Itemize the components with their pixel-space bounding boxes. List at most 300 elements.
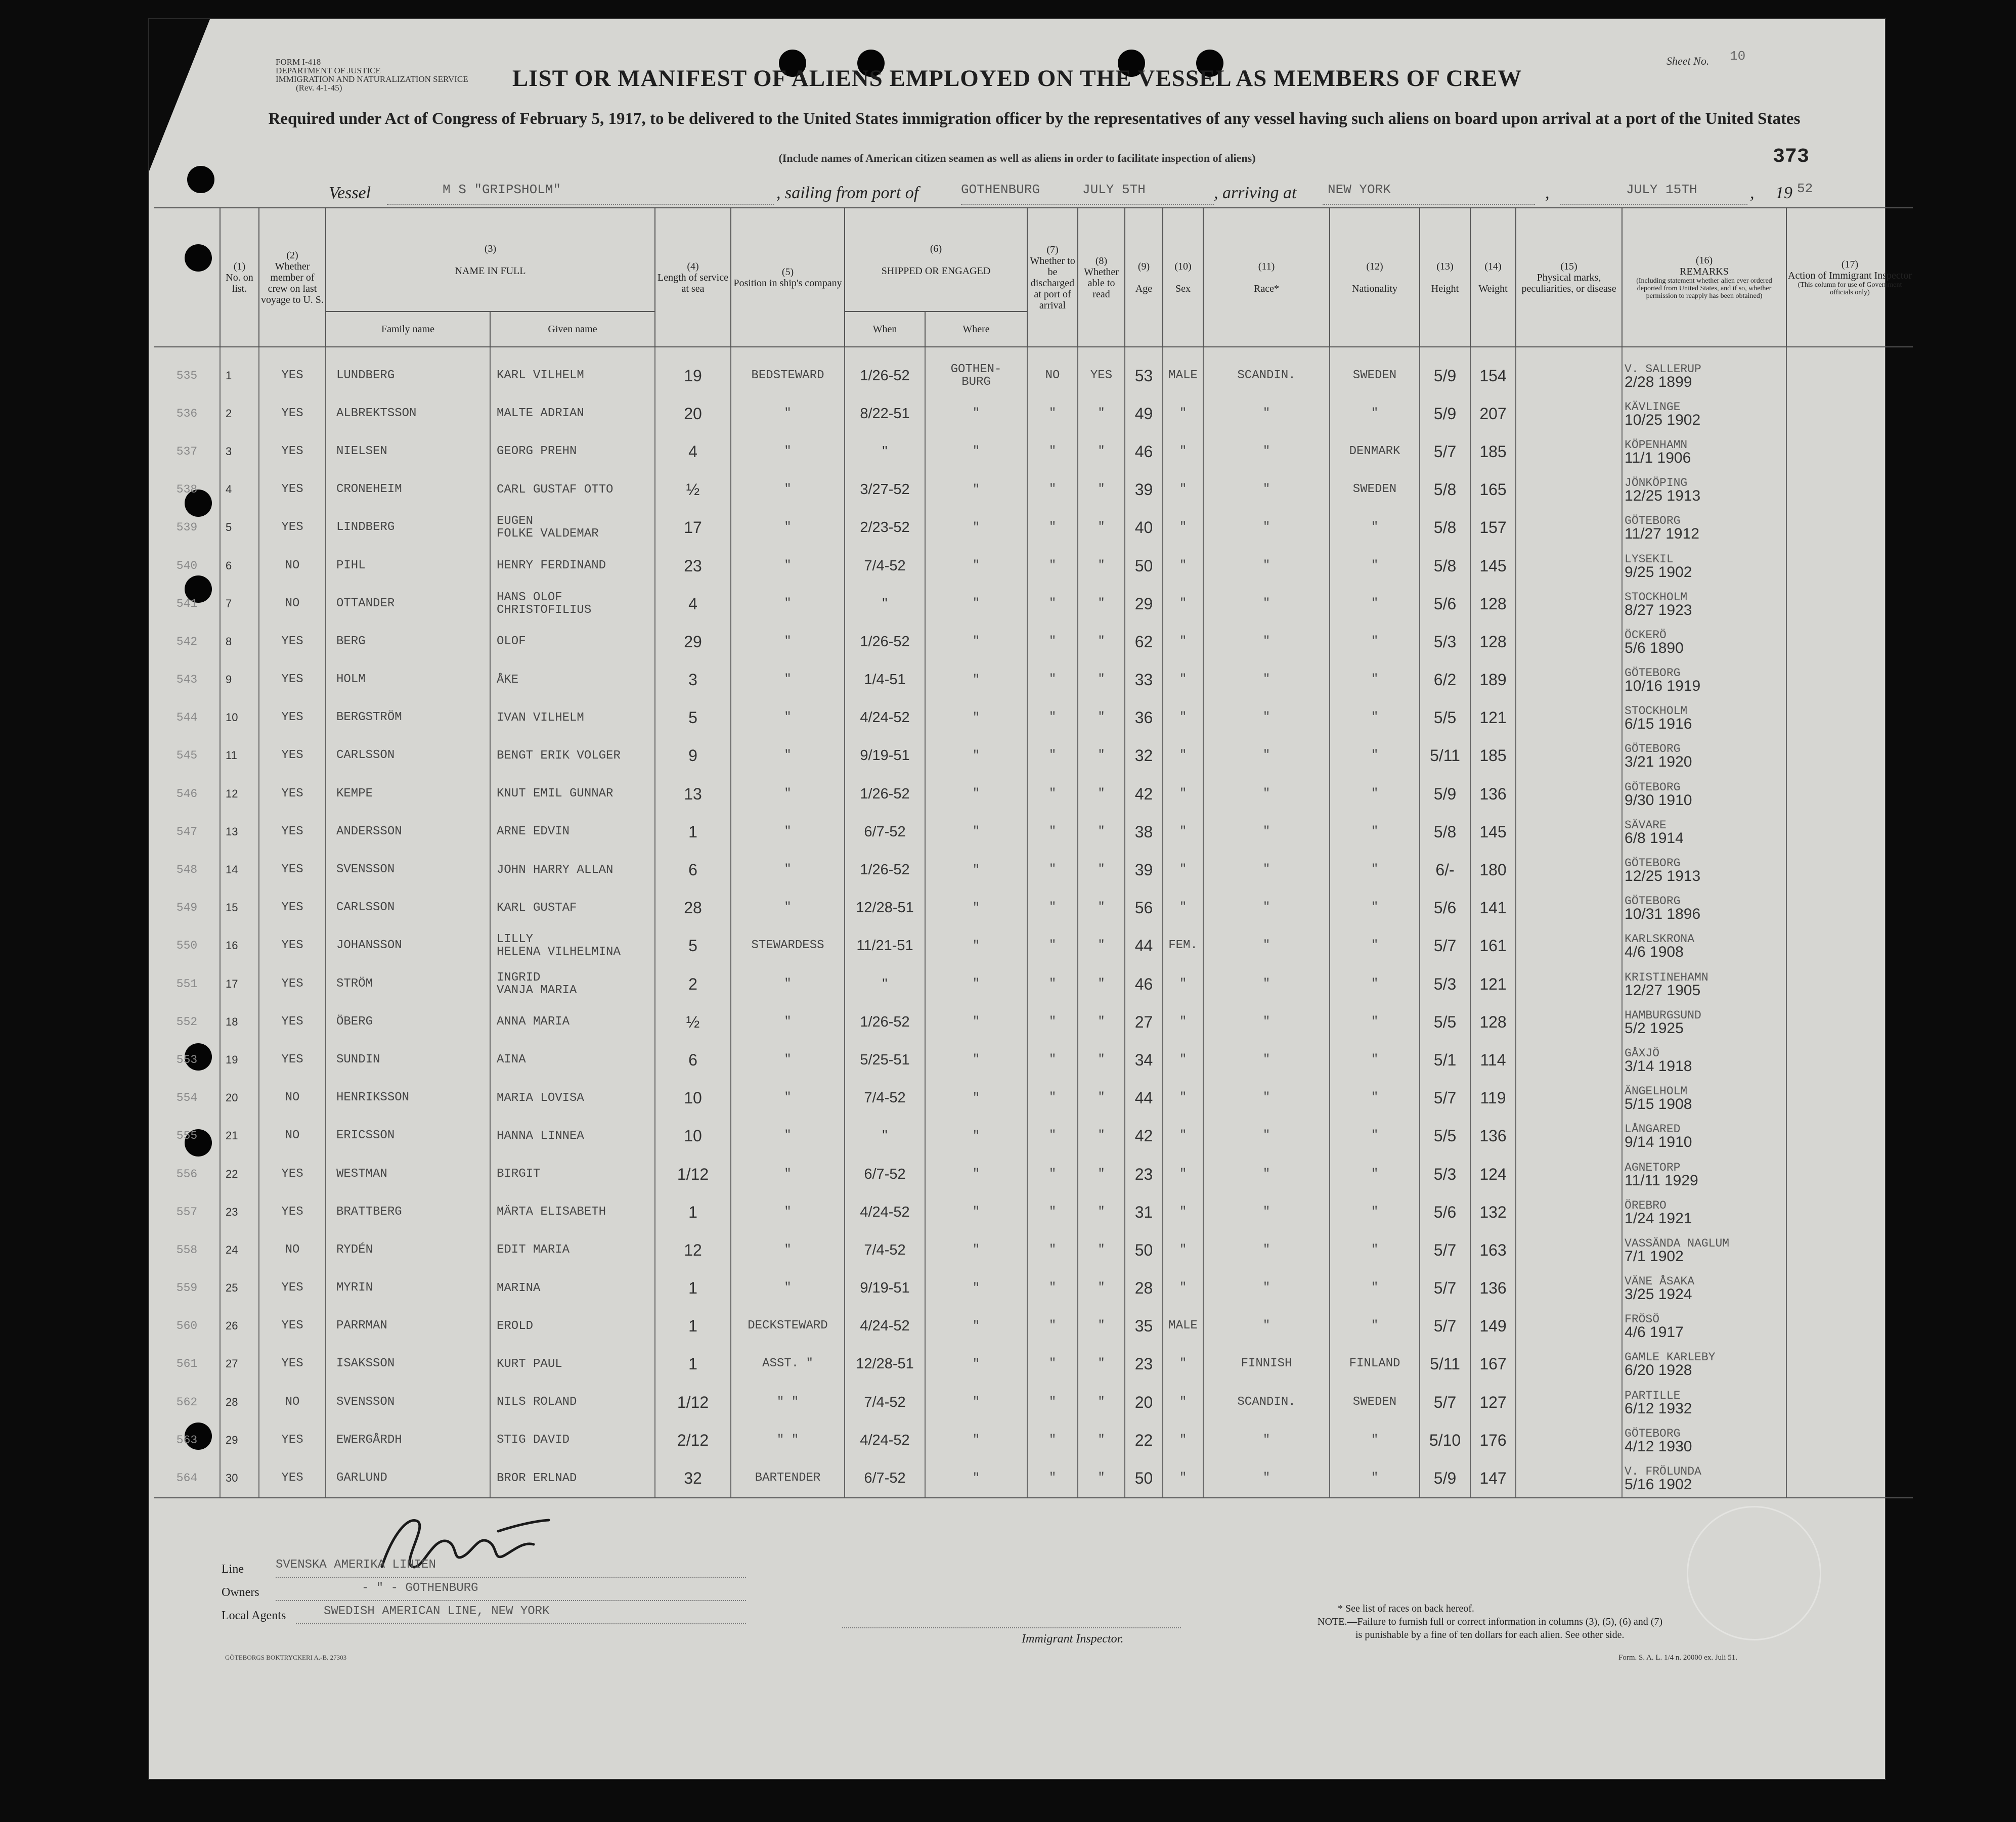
- form-revision: (Rev. 4-1-45): [296, 83, 342, 93]
- given-name: AINA: [490, 1041, 655, 1079]
- age: 53: [1125, 357, 1163, 394]
- inspector-action: [1786, 1269, 1913, 1307]
- weight: 141: [1470, 889, 1516, 927]
- line-value: SVENSKA AMERIKA LINIEN: [276, 1558, 436, 1572]
- col-family-name-header: Family name: [326, 312, 490, 347]
- row-sequence-number: 557: [154, 1193, 220, 1231]
- family-name: JOHANSSON: [326, 927, 490, 965]
- sex: ": [1163, 1421, 1203, 1459]
- height: 5/5: [1420, 699, 1470, 737]
- family-name: RYDÉN: [326, 1231, 490, 1269]
- table-row: [154, 1231, 1913, 1269]
- row-sequence-number: 552: [154, 1003, 220, 1041]
- sex: ": [1163, 661, 1203, 699]
- row-sequence-number: 543: [154, 661, 220, 699]
- shipped-when: 4/24-52: [845, 1193, 925, 1231]
- sex: ": [1163, 394, 1203, 432]
- weight: 185: [1470, 737, 1516, 775]
- nationality: FINLAND: [1330, 1345, 1420, 1383]
- arriving-rule: [1323, 204, 1535, 205]
- shipped-where: ": [925, 1231, 1027, 1269]
- nationality: ": [1330, 737, 1420, 775]
- given-name: BENGT ERIK VOLGER: [490, 737, 655, 775]
- sex: ": [1163, 471, 1203, 509]
- position: ": [731, 661, 845, 699]
- able-to-read: ": [1078, 547, 1125, 585]
- weight: 149: [1470, 1307, 1516, 1345]
- physical-marks: [1516, 623, 1622, 660]
- remarks-birthplace: [1622, 965, 1786, 1003]
- given-name: HANS OLOF CHRISTOFILIUS: [490, 585, 655, 623]
- sex: ": [1163, 1003, 1203, 1041]
- nationality: SWEDEN: [1330, 357, 1420, 394]
- position: ": [731, 851, 845, 888]
- sex: ": [1163, 1117, 1203, 1155]
- physical-marks: [1516, 1193, 1622, 1231]
- inspector-action: [1786, 1117, 1913, 1155]
- birthplace: VÄNE ÅSAKA: [1625, 1275, 1695, 1288]
- sex: ": [1163, 432, 1203, 470]
- position: ": [731, 623, 845, 660]
- race: ": [1203, 927, 1330, 965]
- col-inspector-header: (17) Action of Immigrant Inspector (This column for use of Government officials only): [1786, 208, 1913, 347]
- weight: 121: [1470, 965, 1516, 1003]
- position: ": [731, 1155, 845, 1193]
- note-text-continued: is punishable by a fine of ten dollars for each alien. See other side.: [1355, 1629, 1625, 1640]
- remarks-birthplace: [1622, 623, 1786, 660]
- local-agents-label: Local Agents: [222, 1609, 286, 1622]
- shipped-where: ": [925, 623, 1027, 660]
- family-name: WESTMAN: [326, 1155, 490, 1193]
- list-number: 22: [220, 1155, 259, 1193]
- age: 29: [1125, 585, 1163, 623]
- age: 35: [1125, 1307, 1163, 1345]
- row-sequence-number: 550: [154, 927, 220, 965]
- table-row: [154, 661, 1913, 699]
- shipped-when: 1/26-52: [845, 357, 925, 394]
- owners-label: Owners: [222, 1586, 259, 1599]
- list-number: 24: [220, 1231, 259, 1269]
- position: ": [731, 585, 845, 623]
- list-number: 14: [220, 851, 259, 888]
- row-sequence-number: 542: [154, 623, 220, 660]
- birthplace: GAMLE KARLEBY: [1625, 1351, 1716, 1364]
- race: ": [1203, 699, 1330, 737]
- inspector-action: [1786, 813, 1913, 851]
- table-row: [154, 509, 1913, 547]
- list-number: 28: [220, 1383, 259, 1421]
- weight: 119: [1470, 1079, 1516, 1117]
- family-name: ANDERSSON: [326, 813, 490, 851]
- birthdate: 7/1 1902: [1625, 1248, 1684, 1265]
- nationality: SWEDEN: [1330, 1383, 1420, 1421]
- last-voyage: NO: [259, 585, 326, 623]
- height: 5/5: [1420, 1003, 1470, 1041]
- given-name: GEORG PREHN: [490, 432, 655, 470]
- shipped-where: ": [925, 965, 1027, 1003]
- shipped-where: ": [925, 1003, 1027, 1041]
- service-length: 10: [655, 1079, 731, 1117]
- list-number: 12: [220, 775, 259, 813]
- col-when-header: When: [845, 312, 925, 347]
- family-name: STRÖM: [326, 965, 490, 1003]
- birthdate: 3/25 1924: [1625, 1286, 1692, 1303]
- birthdate: 4/6 1908: [1625, 944, 1684, 961]
- physical-marks: [1516, 927, 1622, 965]
- weight: 127: [1470, 1383, 1516, 1421]
- row-sequence-number: 546: [154, 775, 220, 813]
- row-sequence-number: 562: [154, 1383, 220, 1421]
- age: 42: [1125, 775, 1163, 813]
- line-label: Line: [222, 1563, 244, 1576]
- table-row: [154, 1383, 1913, 1421]
- sex: ": [1163, 1383, 1203, 1421]
- inspector-action: [1786, 1231, 1913, 1269]
- weight: 128: [1470, 1003, 1516, 1041]
- last-voyage: YES: [259, 1307, 326, 1345]
- position: BEDSTEWARD: [731, 357, 845, 394]
- birthplace: LYSEKIL: [1625, 552, 1674, 566]
- height: 5/10: [1420, 1421, 1470, 1459]
- arrival-date-rule: [1560, 204, 1747, 205]
- list-number: 5: [220, 509, 259, 547]
- able-to-read: ": [1078, 585, 1125, 623]
- remarks-birthplace: [1622, 889, 1786, 927]
- remarks-birthplace: [1622, 1383, 1786, 1421]
- last-voyage: YES: [259, 357, 326, 394]
- position: ": [731, 471, 845, 509]
- table-row: [154, 547, 1913, 585]
- given-name: IVAN VILHELM: [490, 699, 655, 737]
- position: STEWARDESS: [731, 927, 845, 965]
- position: ": [731, 813, 845, 851]
- shipped-when: 9/19-51: [845, 737, 925, 775]
- weight: 185: [1470, 432, 1516, 470]
- able-to-read: ": [1078, 623, 1125, 660]
- height: 5/7: [1420, 432, 1470, 470]
- last-voyage: NO: [259, 547, 326, 585]
- last-voyage: YES: [259, 1193, 326, 1231]
- shipped-where: ": [925, 813, 1027, 851]
- nationality: ": [1330, 775, 1420, 813]
- form-id: FORM I-418: [276, 57, 321, 67]
- height: 5/7: [1420, 1383, 1470, 1421]
- family-name: SVENSSON: [326, 851, 490, 888]
- sex: ": [1163, 1193, 1203, 1231]
- service-length: 2: [655, 965, 731, 1003]
- able-to-read: ": [1078, 889, 1125, 927]
- crew-manifest-table: [154, 207, 1913, 1498]
- discharged: ": [1027, 1459, 1078, 1497]
- shipped-when: 1/26-52: [845, 775, 925, 813]
- service-length: 13: [655, 775, 731, 813]
- table-row: [154, 1079, 1913, 1117]
- birthdate: 6/15 1916: [1625, 716, 1692, 733]
- family-name: GARLUND: [326, 1459, 490, 1497]
- inspector-action: [1786, 1459, 1913, 1497]
- table-row: [154, 623, 1913, 660]
- age: 56: [1125, 889, 1163, 927]
- last-voyage: YES: [259, 1459, 326, 1497]
- row-sequence-number: 539: [154, 509, 220, 547]
- table-row: [154, 394, 1913, 432]
- shipped-when: 1/26-52: [845, 623, 925, 660]
- shipped-when: 6/7-52: [845, 1155, 925, 1193]
- discharged: ": [1027, 1421, 1078, 1459]
- shipped-when: 12/28-51: [845, 889, 925, 927]
- physical-marks: [1516, 471, 1622, 509]
- race: ": [1203, 813, 1330, 851]
- race: ": [1203, 1003, 1330, 1041]
- given-name: INGRID VANJA MARIA: [490, 965, 655, 1003]
- service-length: 29: [655, 623, 731, 660]
- list-number: 29: [220, 1421, 259, 1459]
- discharged: ": [1027, 965, 1078, 1003]
- shipped-when: ": [845, 432, 925, 470]
- last-voyage: YES: [259, 509, 326, 547]
- list-number: 3: [220, 432, 259, 470]
- service-length: 1: [655, 813, 731, 851]
- discharged: ": [1027, 547, 1078, 585]
- weight: 121: [1470, 699, 1516, 737]
- inspector-action: [1786, 1003, 1913, 1041]
- table-row: [154, 585, 1913, 623]
- family-name: OTTANDER: [326, 585, 490, 623]
- service-length: 19: [655, 357, 731, 394]
- family-name: PIHL: [326, 547, 490, 585]
- age: 32: [1125, 737, 1163, 775]
- shipped-where: ": [925, 851, 1027, 888]
- remarks-birthplace: [1622, 775, 1786, 813]
- sex: ": [1163, 547, 1203, 585]
- remarks-birthplace: [1622, 547, 1786, 585]
- inspector-action: [1786, 623, 1913, 660]
- shipped-where: ": [925, 889, 1027, 927]
- birthplace: GÖTEBORG: [1625, 895, 1681, 908]
- birthdate: 12/25 1913: [1625, 868, 1701, 885]
- birthplace: GÅXJÖ: [1625, 1046, 1660, 1060]
- list-number: 9: [220, 661, 259, 699]
- family-name: BRATTBERG: [326, 1193, 490, 1231]
- given-name: MARIA LOVISA: [490, 1079, 655, 1117]
- race: ": [1203, 1041, 1330, 1079]
- col-service-header: (4) Length of service at sea: [655, 208, 731, 347]
- physical-marks: [1516, 1459, 1622, 1497]
- service-length: 1: [655, 1269, 731, 1307]
- nationality: ": [1330, 1193, 1420, 1231]
- family-name: KEMPE: [326, 775, 490, 813]
- given-name: EROLD: [490, 1307, 655, 1345]
- list-number: 11: [220, 737, 259, 775]
- age: 22: [1125, 1421, 1163, 1459]
- row-sequence-number: 554: [154, 1079, 220, 1117]
- age: 34: [1125, 1041, 1163, 1079]
- shipped-when: 7/4-52: [845, 1383, 925, 1421]
- given-name: OLOF: [490, 623, 655, 660]
- note-label: NOTE.: [1318, 1616, 1347, 1627]
- remarks-birthplace: [1622, 1459, 1786, 1497]
- sheet-number-label: Sheet No.: [1667, 55, 1710, 67]
- service-length: 3: [655, 661, 731, 699]
- birthplace: LÅNGARED: [1625, 1123, 1681, 1136]
- last-voyage: YES: [259, 699, 326, 737]
- year-prefix: 19: [1775, 184, 1792, 202]
- age: 20: [1125, 1383, 1163, 1421]
- shipped-when: 1/26-52: [845, 1003, 925, 1041]
- shipped-when: 3/27-52: [845, 471, 925, 509]
- weight: 114: [1470, 1041, 1516, 1079]
- given-name: ÅKE: [490, 661, 655, 699]
- height: 5/8: [1420, 509, 1470, 547]
- inspector-action: [1786, 1193, 1913, 1231]
- list-number: 6: [220, 547, 259, 585]
- able-to-read: ": [1078, 1231, 1125, 1269]
- list-number: 18: [220, 1003, 259, 1041]
- service-length: 12: [655, 1231, 731, 1269]
- age: 39: [1125, 851, 1163, 888]
- nationality: ": [1330, 1155, 1420, 1193]
- weight: 161: [1470, 927, 1516, 965]
- birthdate: 3/14 1918: [1625, 1057, 1692, 1075]
- discharged: ": [1027, 1041, 1078, 1079]
- weight: 128: [1470, 585, 1516, 623]
- remarks-birthplace: [1622, 1345, 1786, 1383]
- height: 5/3: [1420, 1155, 1470, 1193]
- family-name: CRONEHEIM: [326, 471, 490, 509]
- height: 5/3: [1420, 965, 1470, 1003]
- last-voyage: YES: [259, 471, 326, 509]
- table-row: [154, 1421, 1913, 1459]
- shipped-when: 1/26-52: [845, 851, 925, 888]
- family-name: SVENSSON: [326, 1383, 490, 1421]
- shipped-where: ": [925, 1421, 1027, 1459]
- remarks-birthplace: [1622, 851, 1786, 888]
- position: BARTENDER: [731, 1459, 845, 1497]
- physical-marks: [1516, 661, 1622, 699]
- shipped-when: 9/19-51: [845, 1269, 925, 1307]
- list-number: 30: [220, 1459, 259, 1497]
- position: ASST. ": [731, 1345, 845, 1383]
- table-row: [154, 889, 1913, 927]
- col-age-header: (9) Age: [1125, 208, 1163, 347]
- physical-marks: [1516, 585, 1622, 623]
- document-subtitle: Required under Act of Congress of February 5, 1917, to be delivered to the United States immigration officer by the representatives of any vessel having such aliens on board upon arrival at a port of the United States: [268, 110, 1801, 128]
- inspector-action: [1786, 661, 1913, 699]
- discharged: ": [1027, 775, 1078, 813]
- immigrant-inspector-label: Immigrant Inspector.: [1022, 1632, 1124, 1646]
- punch-hole: [187, 166, 214, 193]
- service-length: ½: [655, 471, 731, 509]
- shipped-when: 6/7-52: [845, 813, 925, 851]
- printer-imprint: GÖTEBORGS BOKTRYCKERI A.-B. 27303: [225, 1654, 347, 1661]
- race: ": [1203, 851, 1330, 888]
- row-sequence-number: 547: [154, 813, 220, 851]
- birthplace: GÖTEBORG: [1625, 780, 1681, 794]
- remarks-birthplace: [1622, 357, 1786, 394]
- nationality: ": [1330, 965, 1420, 1003]
- sex: ": [1163, 1041, 1203, 1079]
- physical-marks: [1516, 1383, 1622, 1421]
- table-row: [154, 1003, 1913, 1041]
- nationality: ": [1330, 1459, 1420, 1497]
- row-sequence-number: 538: [154, 471, 220, 509]
- row-sequence-number: 544: [154, 699, 220, 737]
- last-voyage: YES: [259, 927, 326, 965]
- sex: MALE: [1163, 357, 1203, 394]
- family-name: ÖBERG: [326, 1003, 490, 1041]
- inspector-action: [1786, 547, 1913, 585]
- given-name: KNUT EMIL GUNNAR: [490, 775, 655, 813]
- sex: ": [1163, 509, 1203, 547]
- height: 5/11: [1420, 1345, 1470, 1383]
- age: 50: [1125, 1231, 1163, 1269]
- age: 49: [1125, 394, 1163, 432]
- position: ": [731, 394, 845, 432]
- birthplace: ÖCKERÖ: [1625, 628, 1667, 642]
- col-name-header: (3) NAME IN FULL: [326, 208, 655, 312]
- able-to-read: ": [1078, 1079, 1125, 1117]
- birthdate: 4/6 1917: [1625, 1324, 1684, 1341]
- able-to-read: ": [1078, 471, 1125, 509]
- birthdate: 5/15 1908: [1625, 1096, 1692, 1113]
- birthplace: SÄVARE: [1625, 818, 1667, 832]
- physical-marks: [1516, 737, 1622, 775]
- row-sequence-number: 545: [154, 737, 220, 775]
- last-voyage: YES: [259, 661, 326, 699]
- shipped-where: ": [925, 1155, 1027, 1193]
- race: ": [1203, 471, 1330, 509]
- able-to-read: YES: [1078, 357, 1125, 394]
- given-name: KURT PAUL: [490, 1345, 655, 1383]
- given-name: CARL GUSTAF OTTO: [490, 471, 655, 509]
- physical-marks: [1516, 851, 1622, 888]
- birthdate: 2/28 1899: [1625, 373, 1692, 390]
- discharged: ": [1027, 471, 1078, 509]
- sex: ": [1163, 1459, 1203, 1497]
- shipped-where: ": [925, 927, 1027, 965]
- race: ": [1203, 965, 1330, 1003]
- weight: 176: [1470, 1421, 1516, 1459]
- row-sequence-number: 537: [154, 432, 220, 470]
- col-physical-header: (15) Physical marks, peculiarities, or disease: [1516, 208, 1622, 347]
- manifest-sheet: FORM I-418 DEPARTMENT OF JUSTICE IMMIGRATION AND NATURALIZATION SERVICE (Rev. 4-1-45) Sheet No. 10 373 LIST OR MANIFEST OF ALIENS EMPLOYED ON THE VESSEL AS MEMBERS OF CREW Required under Act of Congress of February 5, 1917, to be delivered to the United States immigration officer by the representatives of any vessel having such aliens on board upon arrival at a port of the United States (Include names of American citizen seamen as well as aliens in order to facilitate inspection of aliens) Vessel M S "GRIPSHOLM" , sailing from port of GOTHENBURG JULY 5TH , arriving at NEW YORK , JULY 15TH , 19 52 (1) No. on list. (2) Whether member of crew on last voyage to U. S. (3) NAME IN FULL (4) Length of service at sea (5) Position in ship's company (6) SHIPPED OR ENGAGED (7) Whether to be discharged at port of arrival (8) Whether able to read (9) Age (10) Sex (11) Race* (12) Nationality (13) Height (14) Weight (15) Physical marks, peculiarities, or disease (16) REMARKS (Including statement whether alien ever ordered deported from United States, and if so, whether permission to reapply has been obtained) (17) Action of Immigrant Inspector (This column for use of Government officials only) Family name Given name When Where 535 1 YES LUNDBERG KARL VILHELM 19 BEDSTEWARD 1/26-52 GOTHEN- BURG NO YES 53 MALE SCANDIN. SWEDEN 5/9 154 V. SALLERUP 2/28 1899 536 2 YES ALBREKTSSON MALTE ADRIAN 20 " 8/22-51 " " " 49 " " " 5/9 207 KÄVLINGE 10/25 1902 537 3 YES NIELSEN GEORG PREHN 4 " " " " " 46 " " DENMARK 5/7 185 KÖPENHAMN 11/1 1906 538 4 YES CRONEHEIM CARL GUSTAF OTTO ½ " 3/27-52 " " " 39 " " SWEDEN 5/8 165 JÖNKÖPING 12/25 1913 539 5 YES LINDBERG EUGEN FOLKE VALDEMAR 17 " 2/23-52 " " " 40 " " " 5/8 157 GÖTEBORG 11/27 1912 540 6 NO PIHL HENRY FERDINAND 23 " 7/4-52 " " " 50 " " " 5/8 145 LYSEKIL 9/25 1902 541 7 NO OTTANDER HANS OLOF CHRISTOFILIUS 4 " " " " " 29 " " " 5/6 128 STOCKHOLM 8/27 1923 542 8 YES BERG OLOF 29 " 1/26-52 " " " 62 " " " 5/3 128 ÖCKERÖ 5/6 1890 543 9 YES HOLM ÅKE 3 " 1/4-51 " " " 33 " " " 6/2 189 GÖTEBORG 10/16 1919 544 10 YES BERGSTRÖM IVAN VILHELM 5 " 4/24-52 " " " 36 " " " 5/5 121 STOCKHOLM 6/15 1916 545 11 YES CARLSSON BENGT ERIK VOLGER 9 " 9/19-51 " " " 32 " " " 5/11 185 GÖTEBORG 3/21 1920 546 12 YES KEMPE KNUT EMIL GUNNAR 13 " 1/26-52 " " " 42 " " " 5/9 136 GÖTEBORG 9/30 1910 547 13 YES ANDERSSON ARNE EDVIN 1 " 6/7-52 " " " 38 " " " 5/8 145 SÄVARE 6/8 1914 548 14 YES SVENSSON JOHN HARRY ALLAN 6 " 1/26-52 " " " 39 " " " 6/- 180 GÖTEBORG 12/25 1913 549 15 YES CARLSSON KARL GUSTAF 28 " 12/28-51 " " " 56 " " " 5/6 141 GÖTEBORG 10/31 1896 550 16 YES JOHANSSON LILLY HELENA VILHELMINA 5 STEWARDESS 11/21-51 " " " 44 FEM. " " 5/7 161 KARLSKRONA 4/6 1908 551 17 YES STRÖM INGRID VANJA MARIA 2 " " " " " 46 " " " 5/3 121 KRISTINEHAMN 12/27 1905 552 18 YES ÖBERG ANNA MARIA ½ " 1/26-52 " " " 27 " " " 5/5 128 HAMBURGSUND 5/2 1925 553 19 YES SUNDIN AINA 6 " 5/25-51 " " " 34 " " " 5/1 114 GÅXJÖ 3/14 1918 554 20 NO HENRIKSSON MARIA LOVISA 10 " 7/4-52 " " " 44 " " " 5/7 119 ÄNGELHOLM 5/15 1908 555 21 NO ERICSSON HANNA LINNEA 10 " " " " " 42 " " " 5/5 136 LÅNGARED 9/14 1910 556 22 YES WESTMAN BIRGIT 1/12 " 6/7-52 " " " 23 " " " 5/3 124 AGNETORP 11/11 1929 557 23 YES BRATTBERG MÄRTA ELISABETH 1 " 4/24-52 " " " 31 " " " 5/6 132 ÖREBRO 1/24 1921 558 24 NO RYDÉN EDIT MARIA 12 " 7/4-52 " " " 50 " " " 5/7 163 VASSÄNDA NAGLUM 7/1 1902 559 25 YES MYRIN MARINA 1 " 9/19-51 " " " 28 " " " 5/7 136 VÄNE ÅSAKA 3/25 1924 560 26 YES PARRMAN EROLD 1 DECKSTEWARD 4/24-52 " " " 35 MALE " " 5/7 149 FRÖSÖ 4/6 1917 561 27 YES ISAKSSON KURT PAUL 1 ASST. " 12/28-51 " " " 23 " FINNISH FINLAND 5/11 167 GAMLE KARLEBY 6/20 1928 562 28 NO SVENSSON NILS ROLAND 1/12 " " 7/4-52 " " " 20 " SCANDIN. SWEDEN 5/7 127 PARTILLE 6/12 1932 563 29 YES EWERGÅRDH STIG DAVID 2/12 " " 4/24-52 " " " 22 " " " 5/10 176 GÖTEBORG 4/12 1930 564 30 YES GARLUND BROR ERLNAD 32 BARTENDER 6/7-52 " " " 50 " " " 5/9 147 V. FRÖLUNDA 5/16 1902 Line SVENSKA AMERIKA LINIEN Owners - " - GOTHENBURG Local Agents SWEDISH AMERICAN LINE, NEW YORK Immigrant Inspector. * See list of races on back hereof. NOTE.—Failure to furnish full or correct information in columns (3), (5), (6) and (7) is punishable by a fine of ten dollars for each alien. See other side. Form. S. A. L. 1/4 n. 20000 ex. Juli 51. GÖTEBORGS BOKTRYCKERI A.-B. 27303: [149, 19, 1885, 1779]
- race: ": [1203, 737, 1330, 775]
- row-sequence-number: 564: [154, 1459, 220, 1497]
- row-sequence-number: 551: [154, 965, 220, 1003]
- sex: ": [1163, 965, 1203, 1003]
- age: 23: [1125, 1155, 1163, 1193]
- remarks-birthplace: [1622, 1193, 1786, 1231]
- remarks-birthplace: [1622, 1269, 1786, 1307]
- discharged: ": [1027, 509, 1078, 547]
- birthplace: ÖREBRO: [1625, 1198, 1667, 1212]
- stamped-page-number: 373: [1773, 146, 1810, 168]
- shipped-where: ": [925, 1117, 1027, 1155]
- inspector-action: [1786, 1307, 1913, 1345]
- discharged: ": [1027, 1079, 1078, 1117]
- service-length: 9: [655, 737, 731, 775]
- sex: ": [1163, 1155, 1203, 1193]
- service-length: 10: [655, 1117, 731, 1155]
- birthdate: 8/27 1923: [1625, 601, 1692, 618]
- nationality: ": [1330, 1117, 1420, 1155]
- race: SCANDIN.: [1203, 357, 1330, 394]
- given-name: MALTE ADRIAN: [490, 394, 655, 432]
- nationality: ": [1330, 1307, 1420, 1345]
- birthdate: 11/1 1906: [1625, 449, 1691, 466]
- shipped-when: 7/4-52: [845, 1231, 925, 1269]
- inspector-action: [1786, 699, 1913, 737]
